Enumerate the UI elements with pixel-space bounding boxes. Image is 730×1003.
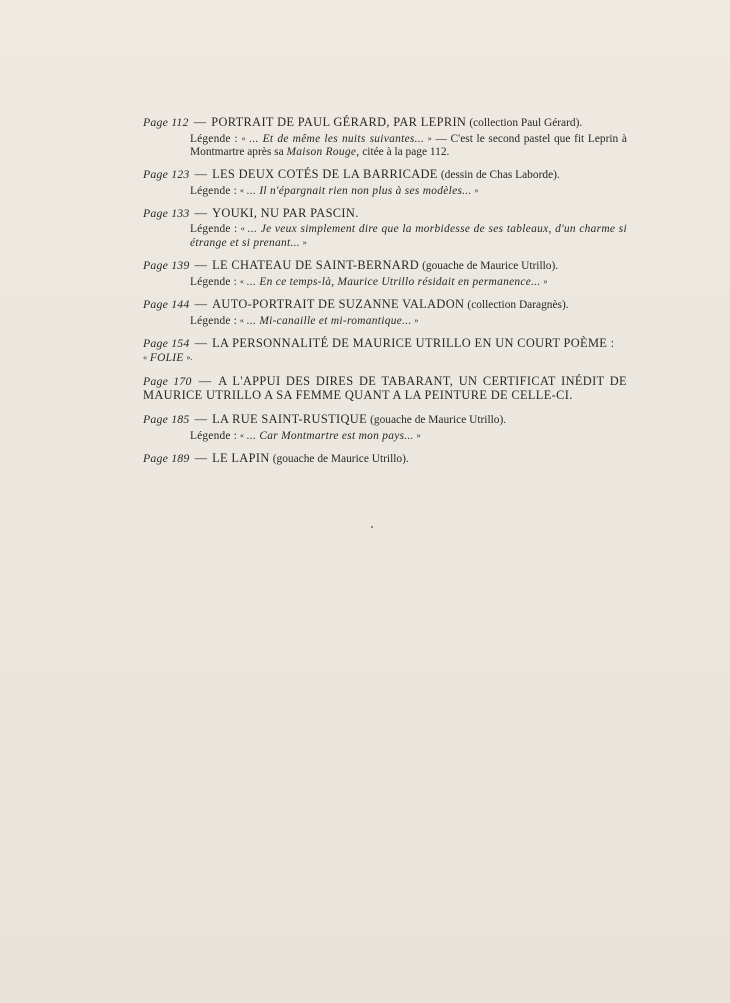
entry-heading bbox=[143, 259, 627, 274]
page-reference: Page 123 bbox=[143, 167, 190, 181]
entry-heading bbox=[143, 413, 627, 428]
page-reference: Page 139 bbox=[143, 258, 190, 272]
legend-label: Légende : bbox=[190, 184, 238, 197]
legend-quote: ... Car Montmartre est mon pays... bbox=[246, 429, 414, 442]
dash: — bbox=[194, 167, 207, 181]
legend-quote: ... Je veux simplement dire que la morbidesse de ses tableaux, d'un charme si étrange et si prenant... bbox=[190, 222, 627, 250]
entry-title: YOUKI, NU PAR PASCIN. bbox=[212, 206, 359, 220]
dash: — bbox=[194, 258, 207, 272]
entry-title: AUTO-PORTRAIT DE SUZANNE VALADON bbox=[212, 297, 465, 311]
dash: — bbox=[194, 412, 207, 426]
open-quote: « bbox=[143, 352, 147, 362]
list-entry bbox=[143, 168, 627, 198]
dash: — bbox=[194, 336, 207, 350]
list-entry bbox=[143, 452, 627, 467]
legend-line bbox=[190, 184, 627, 199]
entry-heading bbox=[143, 375, 627, 402]
entry-title: LA RUE SAINT-RUSTIQUE bbox=[212, 412, 367, 426]
entry-heading bbox=[143, 168, 627, 183]
title-continuation bbox=[143, 351, 627, 366]
entry-title: LE CHATEAU DE SAINT-BERNARD bbox=[212, 258, 419, 272]
page-reference: Page 154 bbox=[143, 336, 190, 350]
entry-note: (dessin de Chas Laborde). bbox=[440, 169, 560, 181]
open-quote: « bbox=[240, 223, 245, 233]
dash: — bbox=[194, 206, 207, 220]
page-reference: Page 133 bbox=[143, 206, 190, 220]
poem-title: FOLIE bbox=[149, 351, 184, 364]
entry-note: (gouache de Maurice Utrillo). bbox=[422, 260, 559, 272]
legend-commentary: — C'est le second pastel que fit Leprin à Montmartre après sa bbox=[190, 132, 627, 159]
close-quote: » bbox=[474, 185, 479, 195]
list-entry bbox=[143, 337, 627, 365]
page-reference: Page 185 bbox=[143, 412, 190, 426]
page-reference: Page 189 bbox=[143, 451, 190, 465]
legend-quote: ... Et de même les nuits suivantes... bbox=[249, 132, 425, 145]
legend-label: Légende : bbox=[190, 132, 238, 145]
legend-quote: ... Il n'épargnait rien non plus à ses modèles... bbox=[246, 184, 472, 197]
dash: — bbox=[194, 451, 207, 465]
open-quote: « bbox=[241, 133, 246, 143]
legend-label: Légende : bbox=[190, 429, 238, 442]
list-entry bbox=[143, 298, 627, 328]
entry-heading bbox=[143, 116, 627, 131]
page-reference: Page 170 bbox=[143, 374, 192, 388]
entry-title: LA PERSONNALITÉ DE MAURICE UTRILLO EN UN COURT POÈME : bbox=[212, 336, 615, 350]
list-entry bbox=[143, 259, 627, 289]
legend-label: Légende : bbox=[190, 275, 238, 288]
legend-label: Légende : bbox=[190, 222, 238, 235]
list-entry bbox=[143, 116, 627, 160]
legend-quote: ... En ce temps-là, Maurice Utrillo résidait en permanence... bbox=[246, 275, 541, 288]
legend-commentary-italic: Maison Rouge, bbox=[286, 146, 360, 159]
close-quote: » bbox=[414, 315, 419, 325]
close-quote: » bbox=[416, 430, 421, 440]
dash: — bbox=[194, 297, 207, 311]
dash: — bbox=[193, 115, 207, 129]
close-quote: » bbox=[543, 276, 548, 286]
entry-heading bbox=[143, 207, 627, 221]
entry-note: (collection Paul Gérard). bbox=[469, 117, 583, 129]
legend-line bbox=[190, 132, 627, 161]
list-entry bbox=[143, 413, 627, 443]
entry-note: (collection Daragnès). bbox=[467, 299, 569, 311]
legend-quote: ... Mi-canaille et mi-romantique... bbox=[246, 314, 412, 327]
list-entry bbox=[143, 207, 627, 251]
legend-commentary-end: citée à la page 112. bbox=[362, 146, 450, 159]
open-quote: « bbox=[239, 185, 244, 195]
paper-speck bbox=[371, 526, 373, 528]
open-quote: « bbox=[239, 430, 244, 440]
open-quote: « bbox=[239, 276, 244, 286]
open-quote: « bbox=[239, 315, 244, 325]
close-quote: » bbox=[302, 238, 307, 248]
legend-line bbox=[190, 429, 627, 444]
close-quote: » bbox=[427, 133, 432, 143]
page-reference: Page 112 bbox=[143, 115, 189, 129]
entry-title: LE LAPIN bbox=[212, 451, 270, 465]
close-quote: ». bbox=[186, 352, 193, 362]
entry-note: (gouache de Maurice Utrillo). bbox=[370, 414, 507, 426]
dash: — bbox=[198, 374, 212, 388]
legend-line bbox=[190, 222, 627, 252]
list-entry bbox=[143, 375, 627, 402]
entry-heading bbox=[143, 452, 627, 467]
entry-title: PORTRAIT DE PAUL GÉRARD, PAR LEPRIN bbox=[211, 115, 467, 129]
legend-line bbox=[190, 314, 627, 329]
entry-heading bbox=[143, 337, 627, 351]
entry-heading bbox=[143, 298, 627, 313]
legend-label: Légende : bbox=[190, 314, 238, 327]
entry-note: (gouache de Maurice Utrillo). bbox=[272, 453, 409, 465]
page-reference: Page 144 bbox=[143, 297, 190, 311]
entry-title: A L'APPUI DES DIRES DE TABARANT, UN CERTIFICAT INÉDIT DE MAURICE UTRILLO A SA FEMME QUANT A LA PEINTURE DE CELLE-CI. bbox=[143, 374, 627, 402]
legend-line bbox=[190, 275, 627, 290]
entry-title: LES DEUX COTÉS DE LA BARRICADE bbox=[212, 167, 438, 181]
